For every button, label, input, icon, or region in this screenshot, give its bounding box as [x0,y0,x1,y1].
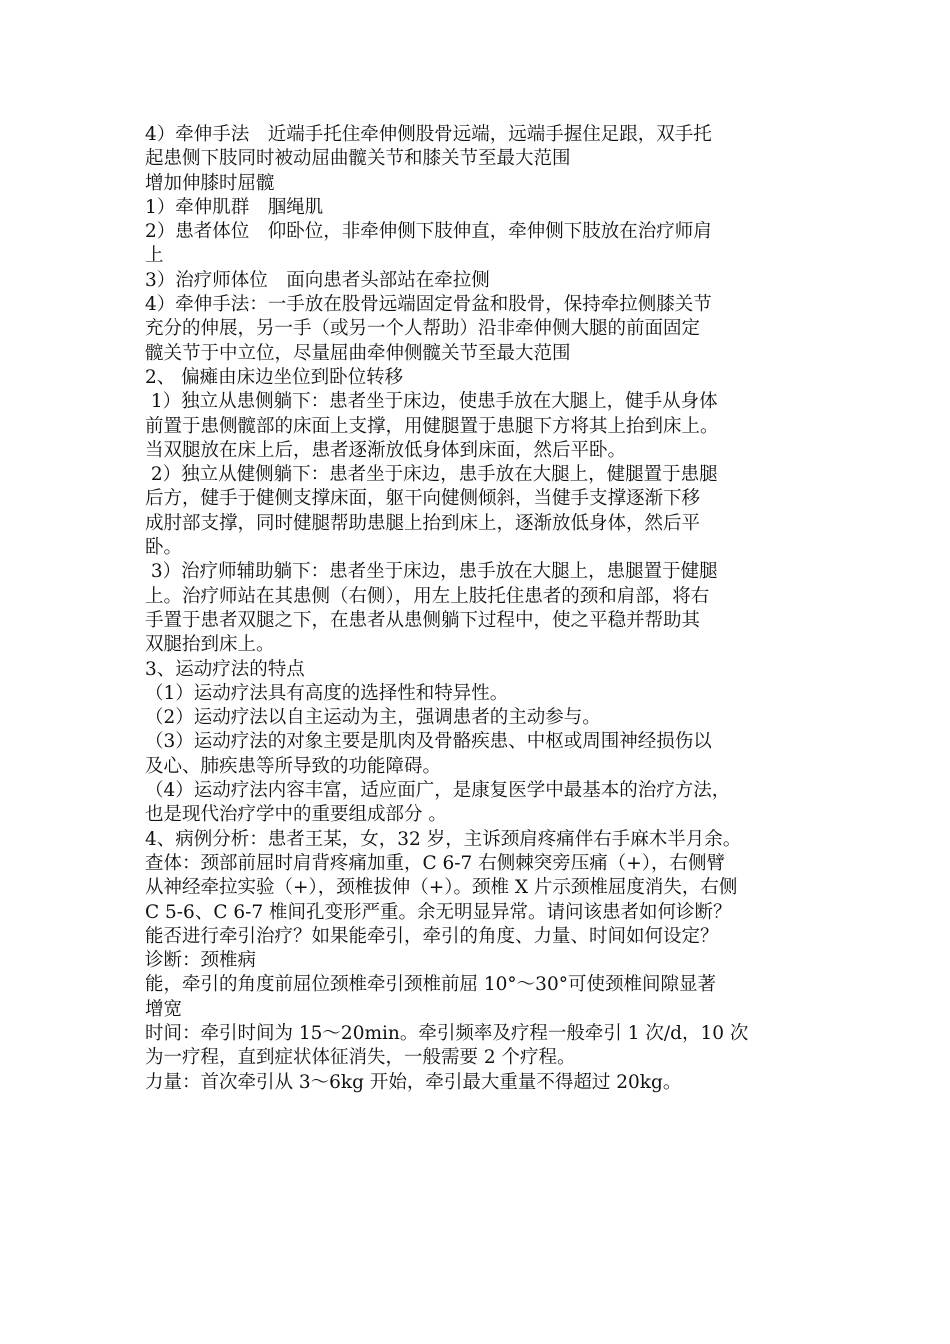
text-line: 3）治疗师辅助躺下：患者坐于床边，患手放在大腿上，患腿置于健腿 [145,561,718,583]
text-line: 起患侧下肢同时被动屈曲髋关节和膝关节至最大范围 [145,148,571,170]
text-line: 1）牵伸肌群 腘绳肌 [145,196,324,218]
text-line: （3）运动疗法的对象主要是肌肉及骨骼疾患、中枢或周围神经损伤以 [145,731,712,753]
text-line: 双腿抬到床上。 [145,634,275,656]
text-line: 从神经牵拉实验（+），颈椎拔伸（+）。颈椎 X 片示颈椎屈度消失，右侧 [145,877,738,899]
text-line: 前置于患侧髋部的床面上支撑，用健腿置于患腿下方将其上抬到床上。 [145,415,719,437]
text-line: 为一疗程，直到症状体征消失，一般需要 2 个疗程。 [145,1047,576,1069]
text-line: 4）牵伸手法 近端手托住牵伸侧股骨远端，远端手握住足跟，双手托 [145,124,712,145]
text-line: 卧。 [145,537,183,559]
text-line: 上 [145,245,164,267]
text-line: 能否进行牵引治疗？如果能牵引，牵引的角度、力量、时间如何设定？ [145,925,719,947]
text-line: 上。治疗师站在其患侧（右侧），用左上肢托住患者的颈和肩部，将右 [145,585,710,607]
section-heading: 2、 偏瘫由床边坐位到卧位转移 [145,366,404,388]
text-line: 能，牵引的角度前屈位颈椎牵引颈椎前屈 10°～30°可使颈椎间隙显著 [145,974,716,996]
text-line: 增宽 [145,998,183,1020]
text-line: 及心、肺疾患等所导致的功能障碍。 [145,755,442,777]
text-line: 4）牵伸手法：一手放在股骨远端固定骨盆和股骨，保持牵拉侧膝关节 [145,294,712,316]
section-heading: 4、病例分析：患者王某，女，32 岁，主诉颈肩疼痛伴右手麻木半月余。 [145,828,742,850]
text-line: 3）治疗师体位 面向患者头部站在牵拉侧 [145,269,490,291]
text-line: 充分的伸展，另一手（或另一个人帮助）沿非牵伸侧大腿的前面固定 [145,318,701,340]
document-body [145,123,825,1095]
section-heading: 3、运动疗法的特点 [145,658,305,680]
text-line: 力量：首次牵引从 3～6kg 开始，牵引最大重量不得超过 20kg。 [145,1071,682,1093]
text-line: 手置于患者双腿之下，在患者从患侧躺下过程中，使之平稳并帮助其 [145,609,701,631]
text-line: 2）独立从健侧躺下：患者坐于床边，患手放在大腿上，健腿置于患腿 [145,464,718,486]
text-line: （1）运动疗法具有高度的选择性和特异性。 [145,682,509,704]
text-line: （2）运动疗法以自主运动为主，强调患者的主动参与。 [145,707,601,729]
text-line: C 5-6、C 6-7 椎间孔变形严重。余无明显异常。请问该患者如何诊断？ [145,901,732,923]
text-line: 髋关节于中立位，尽量屈曲牵伸侧髋关节至最大范围 [145,342,571,364]
text-line: 成肘部支撑，同时健腿帮助患腿上抬到床上，逐渐放低身体，然后平 [145,512,701,534]
text-line: 2）患者体位 仰卧位，非牵伸侧下肢伸直，牵伸侧下肢放在治疗师肩 [145,221,712,243]
text-line: 诊断：颈椎病 [145,950,257,972]
text-line: （4）运动疗法内容丰富，适应面广，是康复医学中最基本的治疗方法， [145,780,731,802]
text-line: 查体：颈部前屈时肩背疼痛加重，C 6-7 右侧棘突旁压痛（+），右侧臂 [145,852,725,874]
text-line: 也是现代治疗学中的重要组成部分 。 [145,804,447,826]
text-line: 时间：牵引时间为 15～20min。牵引频率及疗程一般牵引 1 次/d，10 次 [145,1022,749,1044]
text-line: 后方，健手于健侧支撑床面，躯干向健侧倾斜，当健手支撑逐渐下移 [145,488,701,510]
text-line: 当双腿放在床上后，患者逐渐放低身体到床面，然后平卧。 [145,439,627,461]
text-line: 1）独立从患侧躺下：患者坐于床边，使患手放在大腿上，健手从身体 [145,391,718,413]
section-heading: 增加伸膝时屈髋 [145,172,275,194]
